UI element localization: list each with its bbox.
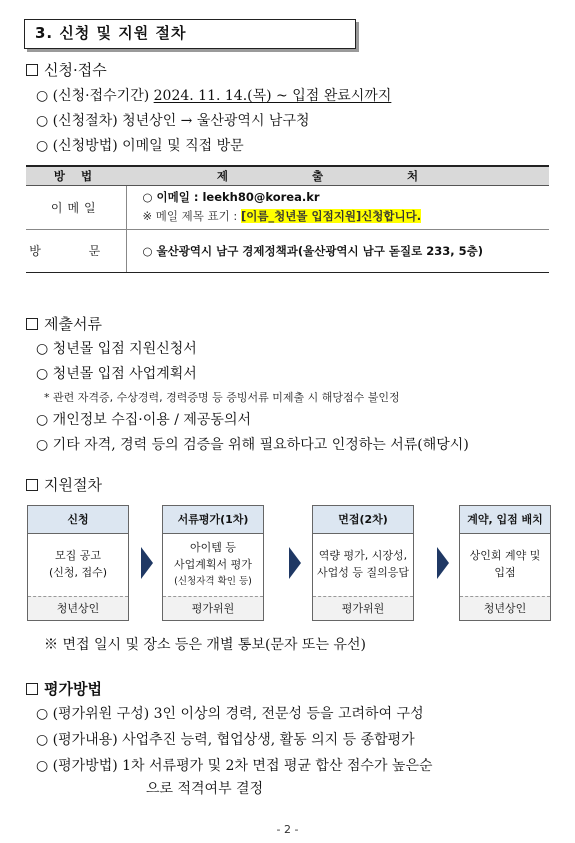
process-step-document-review: 서류평가(1차) 아이템 등 사업계획서 평가 (신청자격 확인 등) 평가위원 xyxy=(162,505,264,621)
square-bullet-icon xyxy=(26,479,38,491)
evaluation-item: ○ (평가내용) 사업추진 능력, 협업상생, 활동 의지 등 종합평가 xyxy=(36,732,415,748)
evaluation-heading: 평가방법 xyxy=(26,679,102,699)
apply-period: ○ (신청·접수기간) 2024. 11. 14.(목) ~ 입점 완료시까지 xyxy=(36,88,392,104)
square-bullet-icon xyxy=(26,683,38,695)
email-cell: ○ 이메일 : leekh80@korea.kr ※ 메일 제목 표기 : [이름_청년몰 입점지원]신청합니다. xyxy=(126,185,549,229)
email-subject: [이름_청년몰 입점지원]신청합니다. xyxy=(240,209,422,223)
apply-procedure: ○ (신청절차) 청년상인 → 울산광역시 남구청 xyxy=(36,113,310,129)
process-heading: 지원절차 xyxy=(26,475,102,495)
document-item: ○ 기타 자격, 경력 등의 검증을 위해 필요하다고 인정하는 서류(해당시) xyxy=(36,437,469,453)
document-item: ○ 개인정보 수집·이용 / 제공동의서 xyxy=(36,412,251,428)
document-item: ○ 청년몰 입점 지원신청서 xyxy=(36,341,197,357)
arrow-right-icon xyxy=(141,547,153,579)
process-step-contract: 계약, 입점 배치 상인회 계약 및 입점 청년상인 xyxy=(459,505,551,621)
apply-method: ○ (신청방법) 이메일 및 직접 방문 xyxy=(36,138,244,154)
page-number: - 2 - xyxy=(276,823,299,836)
apply-period-value: 2024. 11. 14.(목) ~ 입점 완료시까지 xyxy=(153,88,392,104)
table-header-method: 방 법 xyxy=(26,166,126,185)
apply-heading: 신청·접수 xyxy=(26,60,107,80)
process-flow xyxy=(27,505,551,621)
email-key: 이메일 xyxy=(26,185,126,229)
evaluation-item: ○ (평가방법) 1차 서류평가 및 2차 면접 평균 합산 점수가 높은순 xyxy=(36,758,433,774)
arrow-right-icon xyxy=(289,547,301,579)
visit-key: 방 문 xyxy=(26,229,126,272)
evaluation-item: ○ (평가위원 구성) 3인 이상의 경력, 전문성 등을 고려하여 구성 xyxy=(36,706,424,722)
documents-heading: 제출서류 xyxy=(26,314,102,334)
evaluation-continuation: 으로 적격여부 결정 xyxy=(146,781,264,797)
document-item: ○ 청년몰 입점 사업계획서 xyxy=(36,366,197,382)
process-step-interview: 면접(2차) 역량 평가, 시장성, 사업성 등 질의응답 평가위원 xyxy=(312,505,414,621)
section-title: 3. 신청 및 지원 절차 xyxy=(24,19,356,49)
submission-table xyxy=(26,165,549,273)
arrow-right-icon xyxy=(437,547,449,579)
table-header-destination: 제 출 처 xyxy=(126,166,549,185)
square-bullet-icon xyxy=(26,318,38,330)
process-note: ※ 면접 일시 및 장소 등은 개별 통보(문자 또는 유선) xyxy=(44,637,366,653)
square-bullet-icon xyxy=(26,64,38,76)
visit-address: ○ 울산광역시 남구 경제정책과(울산광역시 남구 돋질로 233, 5층) xyxy=(126,229,549,272)
email-address: leekh80@korea.kr xyxy=(202,190,320,204)
process-step-apply: 신청 모집 공고 (신청, 접수) 청년상인 xyxy=(27,505,129,621)
document-note: * 관련 자격증, 수상경력, 경력증명 등 증빙서류 미제출 시 해당점수 불인정 xyxy=(44,391,400,404)
